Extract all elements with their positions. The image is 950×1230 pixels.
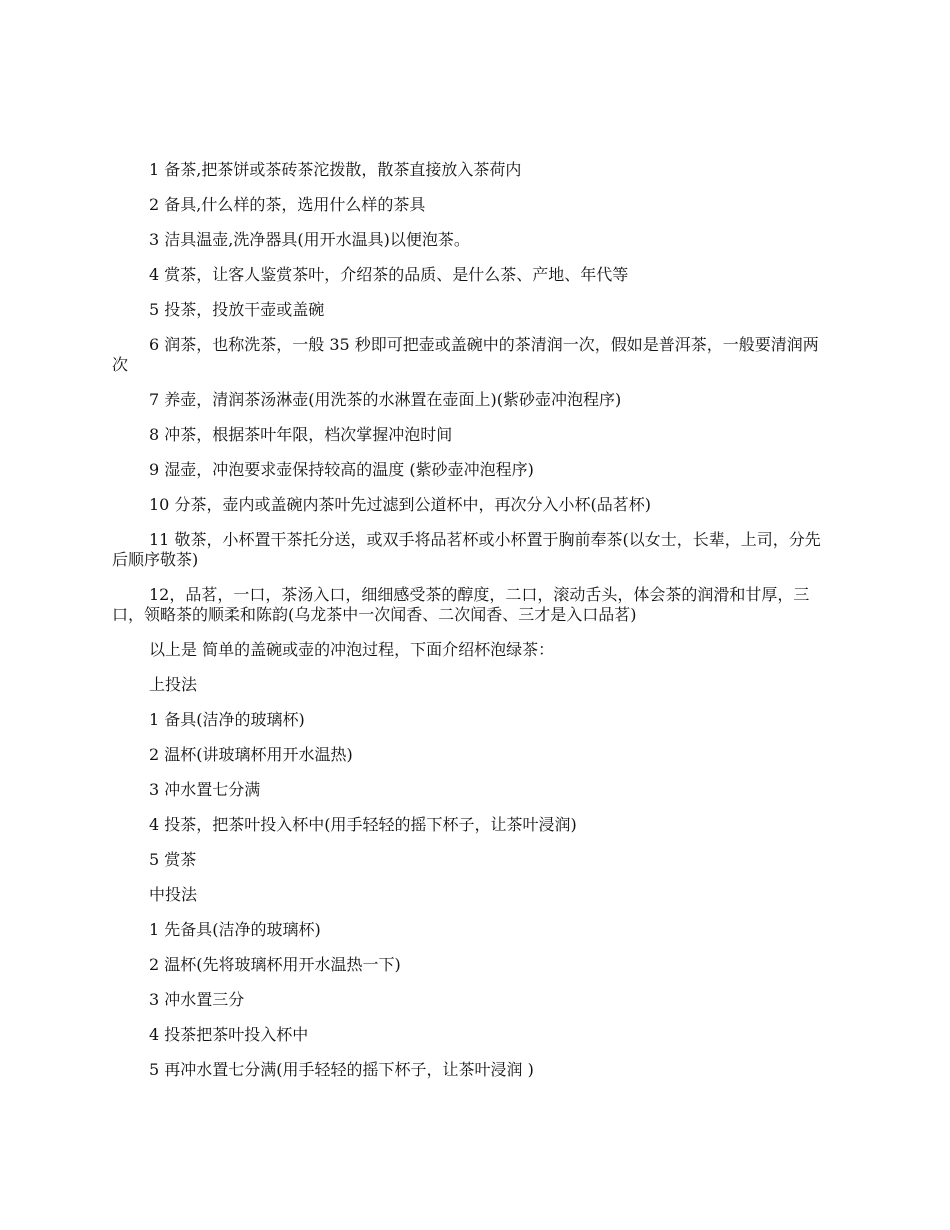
paragraph-step-4: 4 赏茶，让客人鉴赏茶叶，介绍茶的品质、是什么茶、产地、年代等: [149, 265, 629, 284]
paragraph-middle-step-4: 4 投茶把茶叶投入杯中: [149, 1025, 309, 1044]
paragraph-step-12: 12，品茗，一口，茶汤入口，细细感受茶的醇度，二口，滚动舌头，体会茶的润滑和甘厚，三口，领略茶的顺柔和陈韵(乌龙茶中一次闻香、二次闻香、三才是入口品茗): [112, 585, 810, 624]
paragraph-step-2: 2 备具,什么样的茶，选用什么样的茶具: [149, 195, 426, 214]
paragraph-step-7: 7 养壶，清润茶汤淋壶(用洗茶的水淋置在壶面上)(紫砂壶冲泡程序): [149, 390, 622, 409]
heading-middle-method: 中投法: [149, 885, 198, 904]
paragraph-step-1: 1 备茶,把茶饼或茶砖茶沱拨散，散茶直接放入茶荷内: [149, 160, 522, 179]
heading-top-method: 上投法: [149, 675, 198, 694]
paragraph-intro-glass: 以上是 简单的盖碗或壶的冲泡过程，下面介绍杯泡绿茶：: [149, 640, 555, 659]
paragraph-top-step-3: 3 冲水置七分满: [149, 780, 261, 799]
paragraph-step-9: 9 湿壶，冲泡要求壶保持较高的温度 (紫砂壶冲泡程序): [149, 460, 534, 479]
paragraph-step-8: 8 冲茶，根据茶叶年限，档次掌握冲泡时间: [149, 425, 453, 444]
paragraph-step-3: 3 洁具温壶,洗净器具(用开水温具)以便泡茶。: [149, 230, 470, 249]
paragraph-top-step-2: 2 温杯(讲玻璃杯用开水温热): [149, 745, 353, 764]
paragraph-middle-step-2: 2 温杯(先将玻璃杯用开水温热一下): [149, 955, 401, 974]
paragraph-top-step-5: 5 赏茶: [149, 850, 197, 869]
paragraph-step-6: 6 润茶，也称洗茶，一般 35 秒即可把壶或盖碗中的茶清润一次，假如是普洱茶，一般要清润两次: [112, 335, 819, 374]
paragraph-middle-step-3: 3 冲水置三分: [149, 990, 245, 1009]
paragraph-top-step-1: 1 备具(洁净的玻璃杯): [149, 710, 305, 729]
paragraph-step-5: 5 投茶，投放干壶或盖碗: [149, 300, 325, 319]
paragraph-step-10: 10 分茶，壶内或盖碗内茶叶先过滤到公道杯中，再次分入小杯(品茗杯): [149, 495, 651, 514]
document-page: [112, 160, 828, 1095]
paragraph-middle-step-1: 1 先备具(洁净的玻璃杯): [149, 920, 321, 939]
paragraph-step-11: 11 敬茶，小杯置干茶托分送，或双手将品茗杯或小杯置于胸前奉茶(以女士，长辈，上司，分先后顺序敬茶): [112, 530, 821, 569]
paragraph-middle-step-5: 5 再冲水置七分满(用手轻轻的摇下杯子，让茶叶浸润 ): [149, 1060, 534, 1079]
paragraph-top-step-4: 4 投茶，把茶叶投入杯中(用手轻轻的摇下杯子，让茶叶浸润): [149, 815, 577, 834]
